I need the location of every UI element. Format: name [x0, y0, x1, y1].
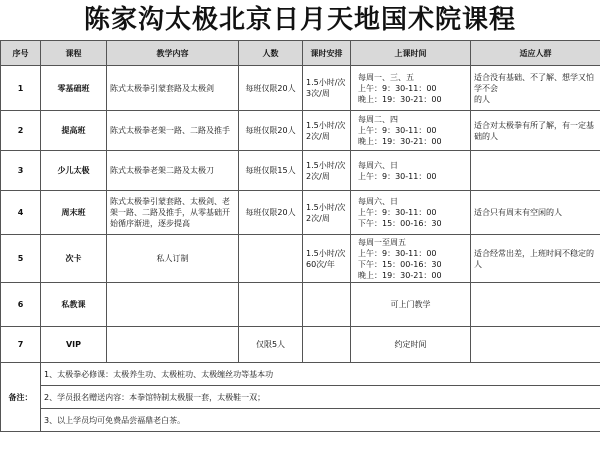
hours-schedule — [303, 111, 351, 151]
teaching-content-line: 陈式太极拳引蒙套路、太极剑、老 — [110, 197, 230, 206]
class-time — [351, 66, 471, 111]
header-cell: 序号 — [1, 41, 41, 66]
class-time-line: 每周二、四 — [358, 115, 398, 124]
table-row — [1, 327, 600, 363]
notes-row — [1, 386, 600, 409]
target-crowd — [471, 283, 600, 327]
row-number: 7 — [1, 327, 41, 363]
class-time — [351, 191, 471, 235]
hours-schedule-line: 60次/年 — [306, 259, 335, 269]
teaching-content — [107, 191, 239, 235]
hours-schedule-line: 1.5小时/次 — [306, 248, 346, 258]
hours-schedule — [303, 191, 351, 235]
hours-schedule — [303, 327, 351, 363]
table-row — [1, 66, 600, 111]
header-cell: 课程 — [41, 41, 107, 66]
teaching-content-line: 陈式太极拳老架二路及太极刀 — [110, 166, 214, 175]
hours-schedule-line: 1.5小时/次 — [306, 160, 346, 170]
teaching-content-line: 陈式太极拳老架一路、二路及推手 — [110, 126, 230, 135]
target-crowd — [471, 191, 600, 235]
class-time-line: 晚上：19：30-21：00 — [358, 137, 442, 146]
class-size — [239, 283, 303, 327]
class-time-line: 晚上：19：30-21：00 — [358, 270, 442, 280]
course-name: VIP — [41, 327, 107, 363]
teaching-content-line: 始循序渐进，逐步提高 — [110, 219, 190, 228]
teaching-content — [107, 66, 239, 111]
target-crowd — [471, 235, 600, 283]
class-time-line: 上午：9：30-11：00 — [358, 126, 437, 135]
course-table — [0, 40, 600, 432]
teaching-content — [107, 235, 239, 283]
header-cell: 教学内容 — [107, 41, 239, 66]
class-time — [351, 111, 471, 151]
target-crowd — [471, 327, 600, 363]
header-cell: 课时安排 — [303, 41, 351, 66]
class-time-line: 上午：9：30-11：00 — [358, 171, 437, 181]
hours-schedule — [303, 151, 351, 191]
hours-schedule — [303, 66, 351, 111]
note-item: 1、太极拳必修课：太极养生功、太极桩功、太极缠丝功等基本功 — [41, 363, 600, 386]
target-crowd-line: 适合只有周末有空闲的人 — [474, 208, 562, 217]
course-name: 次卡 — [41, 235, 107, 283]
class-time-line: 上午：9：30-11：00 — [358, 208, 437, 217]
notes-row — [1, 363, 600, 386]
class-size — [239, 235, 303, 283]
note-item: 2、学员报名赠送内容：本拳馆特制太极服一套，太极鞋一双； — [41, 386, 600, 409]
row-number: 2 — [1, 111, 41, 151]
row-number: 3 — [1, 151, 41, 191]
class-time-line: 下午：15：00-16：30 — [358, 259, 442, 269]
class-size: 仅限5人 — [239, 327, 303, 363]
course-name: 零基础班 — [41, 66, 107, 111]
row-number: 5 — [1, 235, 41, 283]
teaching-content — [107, 151, 239, 191]
header-cell: 适应人群 — [471, 41, 600, 66]
class-time — [351, 283, 471, 327]
table-row — [1, 283, 600, 327]
hours-schedule-line: 1.5小时/次 — [306, 78, 346, 87]
class-time — [351, 151, 471, 191]
class-time — [351, 327, 471, 363]
hours-schedule-line: 1.5小时/次 — [306, 120, 346, 130]
class-time-line: 可上门教学 — [390, 300, 431, 309]
class-time-line: 每周六、日 — [358, 160, 398, 170]
target-crowd-line: 适合经常出差，上班时间不稳定的人 — [474, 248, 594, 269]
class-time-line: 下午：15：00-16：30 — [358, 219, 442, 228]
teaching-content — [107, 111, 239, 151]
table-row — [1, 151, 600, 191]
hours-schedule-line: 2次/周 — [306, 213, 330, 223]
teaching-content-line: 私人订制 — [156, 254, 189, 263]
header-row — [1, 41, 600, 66]
class-time-line: 约定时间 — [394, 340, 427, 349]
target-crowd — [471, 66, 600, 111]
table-row — [1, 235, 600, 283]
teaching-content — [107, 327, 239, 363]
target-crowd — [471, 111, 600, 151]
class-time-line: 上午：9：30-11：00 — [358, 83, 437, 93]
hours-schedule-line: 1.5小时/次 — [306, 202, 346, 212]
class-time — [351, 235, 471, 283]
hours-schedule-line: 2次/周 — [306, 131, 330, 141]
class-size: 每班仅限20人 — [239, 66, 303, 111]
row-number: 1 — [1, 66, 41, 111]
hours-schedule — [303, 283, 351, 327]
class-time-line: 每周六、日 — [358, 197, 398, 206]
target-crowd-line: 的人 — [474, 94, 490, 104]
course-name: 提高班 — [41, 111, 107, 151]
class-size: 每班仅限20人 — [239, 191, 303, 235]
class-time-line: 晚上：19：30-21：00 — [358, 94, 442, 104]
class-size: 每班仅限15人 — [239, 151, 303, 191]
class-time-line: 每周一、三、五 — [358, 72, 414, 82]
row-number: 6 — [1, 283, 41, 327]
table-row — [1, 191, 600, 235]
hours-schedule — [303, 235, 351, 283]
table-row — [1, 111, 600, 151]
course-name: 私教课 — [41, 283, 107, 327]
note-item: 3、以上学员均可免费品尝福鼎老白茶。 — [41, 409, 600, 432]
hours-schedule-line: 2次/周 — [306, 171, 330, 181]
notes-row — [1, 409, 600, 432]
class-time-line: 每周一至周五 — [358, 237, 406, 247]
teaching-content — [107, 283, 239, 327]
course-name: 周末班 — [41, 191, 107, 235]
page-title: 陈家沟太极北京日月天地国术院课程 — [0, 0, 600, 40]
class-size: 每班仅限20人 — [239, 111, 303, 151]
target-crowd-line: 适合没有基础、不了解、想学又怕学不会 — [474, 72, 594, 93]
row-number: 4 — [1, 191, 41, 235]
target-crowd — [471, 151, 600, 191]
target-crowd-line: 适合对太极拳有所了解，有一定基础的人 — [474, 120, 594, 141]
hours-schedule-line: 3次/周 — [306, 89, 330, 98]
teaching-content-line: 陈式太极拳引蒙套路及太极剑 — [110, 83, 214, 93]
header-cell: 上课时间 — [351, 41, 471, 66]
notes-label: 备注： — [1, 363, 41, 432]
course-name: 少儿太极 — [41, 151, 107, 191]
teaching-content-line: 架一路、二路及推手，从零基础开 — [110, 208, 230, 217]
header-cell: 人数 — [239, 41, 303, 66]
class-time-line: 上午：9：30-11：00 — [358, 248, 437, 258]
